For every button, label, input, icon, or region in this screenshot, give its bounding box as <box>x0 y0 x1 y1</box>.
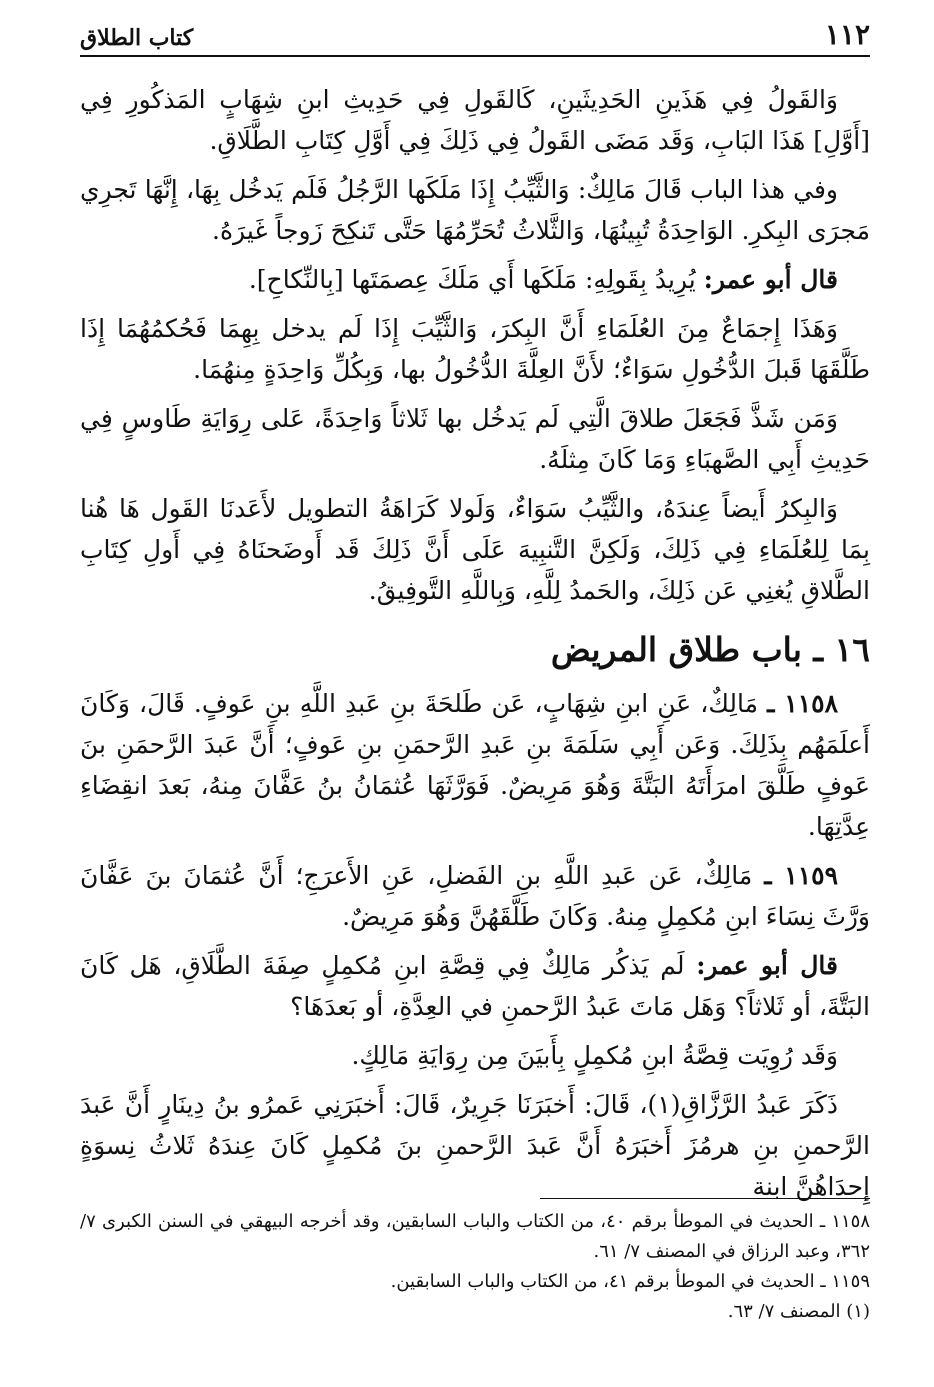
paragraph-text: مَالِكٌ، عَنِ ابنِ شِهَابٍ، عَن طَلحَةَ بنِ عَبدِ اللَّهِ بنِ عَوفٍ. قَالَ، وَكَانَ أَعلَمَهُم بِذَلِكَ. وَعَن أَبِي سَلَمَةَ بنِ عَبدِ الرَّحمَنِ بنِ عَوفٍ؛ أَنَّ عَبدَ الرَّحمَنِ بنَ عَوفٍ طَلَّقَ امرَأَتَهُ البَتَّةَ وَهُوَ مَرِيضٌ. فَوَرَّثَهَا عُثمَانُ بنُ عَفَّانَ مِنهُ، بَعدَ انقِضَاءِ عِدَّتِهَا. <box>80 689 870 841</box>
paragraph <box>80 398 870 480</box>
page-header <box>80 18 870 57</box>
paragraph-text: ذَكَرَ عَبدُ الرَّزَّاقِ(١)، قَالَ: أَخبَرَنَا جَرِيرٌ، قَالَ: أَخبَرَنِي عَمرُو بنُ دِينَارٍ أَنَّ عَبدَ الرَّحمنِ بنِ هرمُزَ أَخبَرَهُ أَنَّ عَبدَ الرَّحمنِ بنَ مُكمِلٍ كَانَ عِندَهُ ثَلاثُ نِسوَةٍ إِحدَاهُنَّ ابنة <box>80 1090 870 1201</box>
paragraph-text: وَهَذَا إِجمَاعٌ مِنَ العُلَمَاءِ أَنَّ البِكرَ، وَالثَّيِّبَ إِذَا لَم يدخل بِهِمَا فَحُكمُهُمَا إِذَا طَلَّقَهَا قَبلَ الدُّخُولِ سَوَاءٌ؛ لأَنَّ العِلَّةَ الدُّخُولُ بها، وَبِكُلِّ وَاحِدَةٍ مِنهُمَا. <box>80 314 870 384</box>
paragraph-text: وفي هذا الباب قَالَ مَالِكٌ: وَالثَّيِّبُ إِذَا مَلَكَها الرَّجُلُ فَلَم يَدخُل بِهَا، إِنَّهَا تَجرِي مَجرَى البِكرِ. الوَاحِدَةُ تُبِينُهَا، وَالثَّلاثُ تُحَرِّمُهَا حَتَّى تَنكِحَ زَوجاً غَيرَهُ. <box>80 175 870 245</box>
hadith-number: ١١٥٨ ـ <box>767 689 838 718</box>
chapter-title: ١٦ ـ باب طلاق المريض <box>550 630 870 669</box>
running-title: كتاب الطلاق <box>80 25 194 51</box>
footnote-divider <box>540 1198 870 1199</box>
hadith-paragraph <box>80 855 870 937</box>
paragraph <box>80 259 870 300</box>
hadith-number: ١١٥٩ ـ <box>764 861 838 890</box>
paragraph <box>80 79 870 161</box>
paragraph <box>80 1035 870 1076</box>
body-text <box>80 79 870 1207</box>
paragraph-text: وَمَن شَذَّ فَجَعَلَ طلاقَ الَّتِي لَم يَدخُل بها ثَلاثاً وَاحِدَةً، عَلى رِوَايَةِ طَاوسٍ فِي حَدِيثِ أَبِي الصَّهبَاءِ وَمَا كَانَ مِثلَهُ. <box>80 404 870 474</box>
paragraph-text: لَم يَذكُر مَالِكٌ فِي قِصَّةِ ابنِ مُكمِلٍ صِفَةَ الطَّلَاقِ، هَل كَانَ البَتَّةَ، أو ثَلاثاً؟ وَهَل مَاتَ عَبدُ الرَّحمنِ في العِدَّةِ، أو بَعدَهَا؟ <box>80 951 870 1021</box>
paragraph-text: مَالِكٌ، عَن عَبدِ اللَّهِ بنِ الفَضلِ، عَنِ الأَعرَجِ؛ أَنَّ عُثمَانَ بنَ عَفَّانَ وَرَّثَ نِسَاءَ ابنِ مُكمِلٍ مِنهُ. وَكَانَ طَلَّقَهُنَّ وَهُوَ مَرِيضٌ. <box>80 861 870 931</box>
paragraph <box>80 308 870 390</box>
paragraph-lead: قال أبو عمر: <box>703 265 838 294</box>
page <box>80 18 870 1215</box>
footnote: ١١٥٩ ـ الحديث في الموطأ برقم ٤١، من الكتاب والباب السابقين. <box>390 1271 870 1292</box>
paragraph-lead: قال أبو عمر: <box>696 951 838 980</box>
footnote: ١١٥٨ ـ الحديث في الموطأ برقم ٤٠، من الكتاب والباب السابقين، وقد أخرجه البيهقي في السنن الكبرى ٧/ ٣٦٢، وعبد الرزاق في المصنف ٧/ ٦١. <box>80 1211 870 1262</box>
paragraph <box>80 488 870 611</box>
paragraph-text: وَالقَولُ فِي هَذَينِ الحَدِيثَينِ، كَالقَولِ فِي حَدِيثِ ابنِ شِهَابٍ المَذكُورِ فِي [أَوَّلِ] هَذَا البَابِ، وَقَد مَضَى القَولُ فِي ذَلِكَ فِي أَوَّلِ كِتَابِ الطَّلَاقِ. <box>80 85 870 155</box>
page-number: ١١٢ <box>824 18 870 51</box>
paragraph-text: وَقَد رُوِيَت قِصَّةُ ابنِ مُكمِلٍ بِأَبيَنَ مِن رِوَايَةِ مَالِكٍ. <box>351 1041 838 1070</box>
paragraph <box>80 945 870 1027</box>
paragraph-text: يُرِيدُ بِقَولِهِ: مَلَكَها أَي مَلَكَ عِصمَتَها [بِالنِّكاحِ]. <box>248 265 696 294</box>
paragraph <box>80 1084 870 1207</box>
paragraph <box>80 169 870 251</box>
paragraph-text: وَالبِكرُ أَيضاً عِندَهُ، والثَّيِّبُ سَوَاءٌ، وَلَولا كَرَاهَةُ التطويل لأَعَدنَا القَول هَا هُنا بِمَا لِلعُلَمَاءِ فِي ذَلِكَ، وَلَكِنَّ التَّنبِيهَ عَلَى أَنَّ ذَلِكَ قَد أَوضَحنَاهُ فِي أَولِ كِتَابِ الطَّلاقِ يُغنِي عَن ذَلِكَ، والحَمدُ لِلَّهِ، وَبِاللَّهِ التَّوفِيقُ. <box>80 494 870 605</box>
footnote: (١) المصنف ٧/ ٦٣. <box>727 1301 870 1322</box>
hadith-paragraph <box>80 683 870 847</box>
footnotes <box>80 1198 870 1327</box>
